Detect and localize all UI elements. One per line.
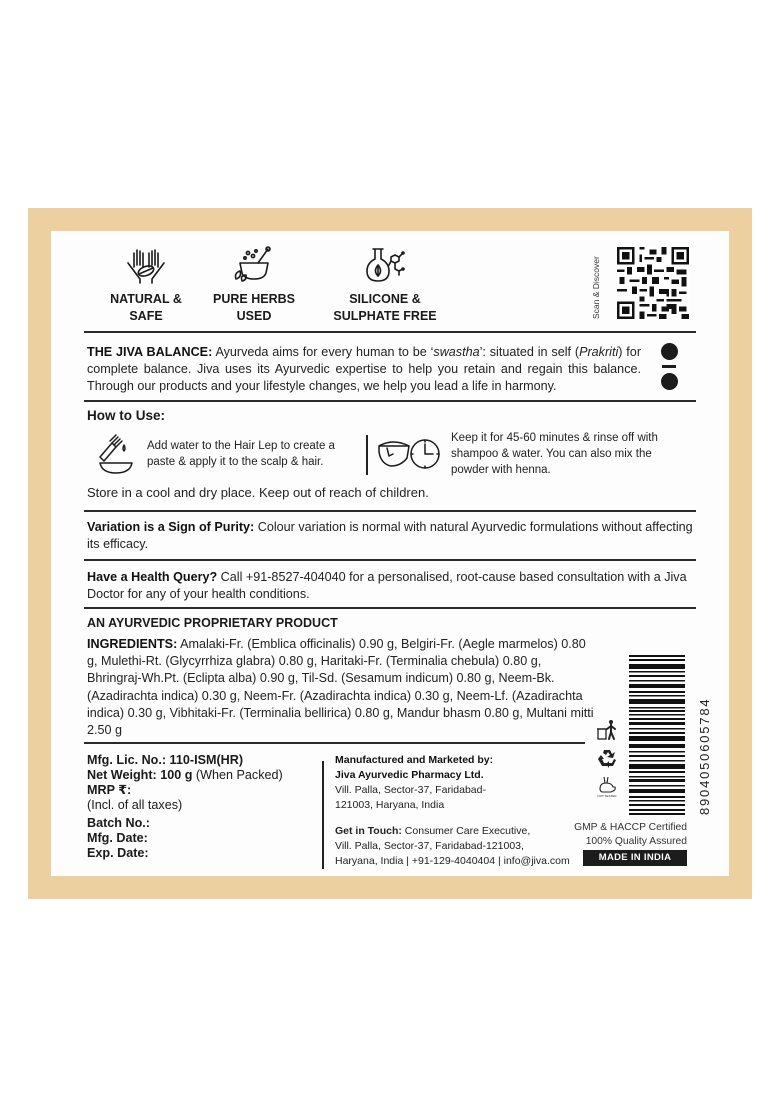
health-query-text: Call +91-8527-404040 for a personalised, root-cause based consultation with a Jiva Doctor for any of your health conditions. [87,570,687,601]
jiva-balance-paragraph [87,344,641,395]
batch-no-label: Batch No.: [87,816,150,830]
divider [84,559,696,561]
term-prakriti: Prakriti [579,345,619,359]
mfg-license-value: 110-ISM(HR) [166,753,244,767]
net-weight-label: Net Weight: 100 g [87,768,193,782]
quality-assured: 100% Quality Assured [585,836,687,847]
feature-label: SULPHATE FREE [333,309,437,323]
mrp-label: MRP ₹: [87,783,132,797]
contact-block [335,824,570,869]
bowl-clock-icon [377,436,443,472]
how-to-use-title: How to Use: [87,408,166,423]
hands-leaf-icon [124,245,168,285]
ingredients-heading: INGREDIENTS: [87,637,178,651]
feature-label: SILICONE & [349,292,421,306]
storage-instructions: Store in a cool and dry place. Keep out of reach of children. [87,485,429,500]
feature-label: PURE HERBS [213,292,295,306]
variation-heading: Variation is a Sign of Purity: [87,520,255,534]
health-query-paragraph [87,569,697,603]
variation-text: Colour variation is normal with natural Ayurvedic formulations without affecting its efficacy. [87,520,693,551]
vertical-divider [366,435,368,475]
feature-silicone-sulphate-free [315,245,455,325]
variation-paragraph [87,519,697,553]
made-in-india-badge: MADE IN INDIA [583,850,687,866]
barcode-digits [685,655,712,815]
ingredients-text: Amalaki-Fr. (Emblica officinalis) 0.90 g, Belgiri-Fr. (Aegle marmelos) 0.80 g, Mulethi-Rt. (Glycyrrhiza glabra) 0.80 g, Haritaki-Fr. (Terminalia chebula) 0.80 g, Bhringraj-Wh.Pt. (Eclipta alba) 0.90 g, Til-Sd. (Sesamum indicum) 0.80 g, Neem-Bk. (Azadirachta indica) 0.30 g, Neem-Fr. (Azadirachta indica) 0.30 g, Neem-Lf. (Azadirachta indica) 0.30 g, Vibhitaki-Fr. (Terminalia bellirica) 0.80 g, Mandur bhasm 0.80 g, Multani mitti 2.50 g [87,637,594,738]
contact-address: Vill. Palla, Sector-37, Faridabad-121003, [335,840,524,852]
term-swastha: swastha [433,345,480,359]
balance-text: ) for complete balance. Jiva uses its Ayurvedic expertise to help you retain and regain this balance. Through our products and your lifestyle changes, we help you lead a life in harmony. [87,345,642,393]
contact-text: Consumer Care Executive, [401,825,531,837]
proprietary-product-heading: AN AYURVEDIC PROPRIETARY PRODUCT [87,616,338,630]
manufacturer-company: Jiva Ayurvedic Pharmacy Ltd. [335,769,484,781]
qr-caption: Scan & Discover [591,256,601,319]
divider [84,510,696,512]
svg-text:NOT TESTED: NOT TESTED [597,794,617,798]
product-label-panel [51,231,729,876]
exp-date-label: Exp. Date: [87,846,149,860]
gmp-haccp-certified: GMP & HACCP Certified [574,822,687,833]
contact-heading: Get in Touch: [335,825,402,837]
dot-dash-dot-icon [661,343,679,391]
mfg-license-label: Mfg. Lic. No.: [87,753,167,767]
divider [84,331,696,333]
brush-bowl-icon [96,433,136,475]
feature-label: SAFE [129,309,163,323]
jiva-balance-heading: THE JIVA BALANCE: [87,345,213,359]
barcode-number: 8904050605784 [697,697,712,815]
manufacturer-block [335,753,493,813]
balance-text: ’: situated in self ( [479,345,580,359]
mortar-pestle-herbs-icon [232,245,276,285]
contact-phone-email[interactable]: Haryana, India | +91-129-4040404 | info@jiva.com [335,855,570,867]
feature-label: NATURAL & [110,292,182,306]
qr-code-icon[interactable] [617,247,689,319]
product-info-block [87,753,283,861]
manufacturer-heading: Manufactured and Marketed by: [335,754,494,766]
divider [84,607,696,609]
vertical-divider [322,761,324,869]
balance-text: Ayurveda aims for every human to be ‘ [212,345,434,359]
ingredients-paragraph [87,636,597,739]
manufacturer-address: 121003, Haryana, India [335,799,445,811]
step-1-text: Add water to the Hair Lep to create a paste & apply it to the scalp & hair. [147,440,335,468]
health-query-heading: Have a Health Query? [87,570,218,584]
tidyman-dispose-icon [596,719,618,741]
net-weight-note: (When Packed) [192,768,283,782]
manufacturer-address: Vill. Palla, Sector-37, Faridabad- [335,784,486,796]
not-tested-on-animals-icon [596,775,618,799]
divider [84,742,585,744]
barcode-icon[interactable] [629,655,685,815]
feature-label: USED [236,309,272,323]
mfg-date-label: Mfg. Date: [87,831,148,845]
divider [84,400,696,402]
mrp-note: (Incl. of all taxes) [87,798,183,812]
feature-pure-herbs [189,245,319,325]
compliance-icons [596,719,620,805]
recycle-icon [596,747,618,769]
certifications-block [561,821,687,866]
flask-molecule-icon [363,245,407,285]
step-2-text: Keep it for 45-60 minutes & rinse off with shampoo & water. You can also mix the powder with henna. [451,432,658,476]
